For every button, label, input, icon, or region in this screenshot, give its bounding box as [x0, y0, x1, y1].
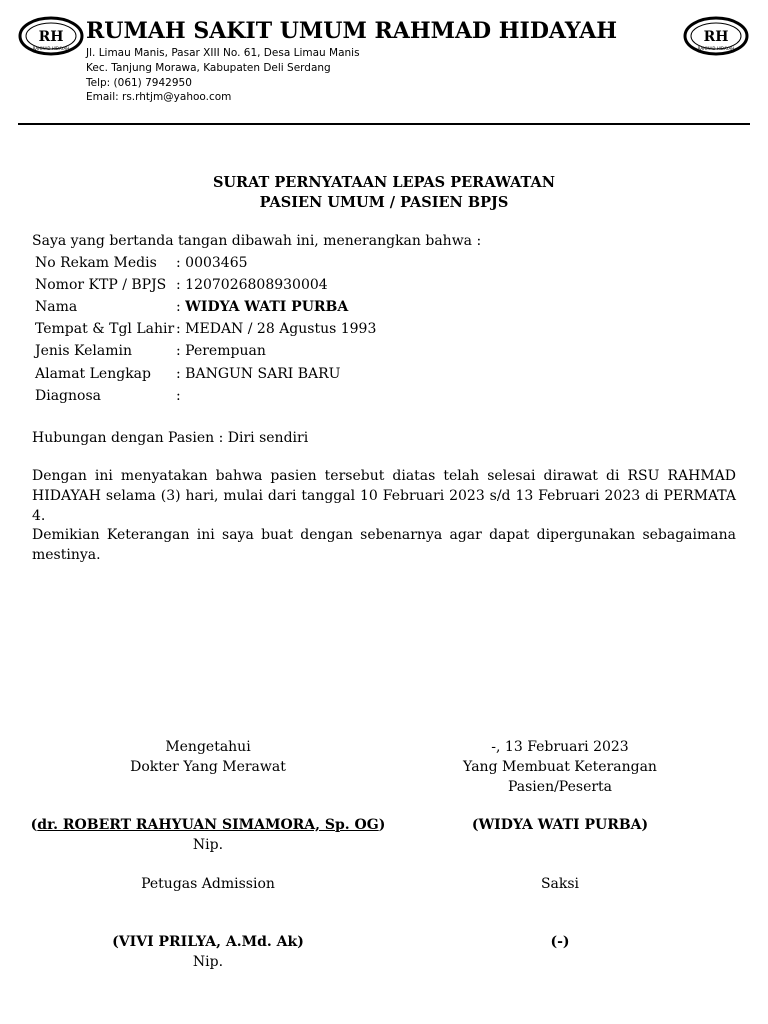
signature-left-line-1: Mengetahui: [165, 739, 251, 755]
address-line-1: Jl. Limau Manis, Pasar XIII No. 61, Desa Limau Manis: [86, 47, 360, 59]
field-separator: :: [176, 299, 186, 315]
field-label: Tempat & Tgl Lahir: [35, 321, 175, 337]
open-paren: (: [30, 817, 38, 833]
field-value: : Perempuan: [176, 343, 266, 359]
signature-left-line-2: Dokter Yang Merawat: [130, 759, 286, 775]
field-row: [35, 364, 340, 384]
admission-title: Petugas Admission: [141, 876, 275, 892]
hospital-name: RUMAH SAKIT UMUM RAHMAD HIDAYAH: [86, 18, 618, 44]
logo-initials: RH: [703, 29, 729, 45]
field-row: [35, 341, 266, 361]
logo-initials: RH: [38, 29, 64, 45]
document-title-line-1: SURAT PERNYATAAN LEPAS PERAWATAN: [212, 174, 556, 191]
witness-name: (-): [550, 934, 570, 950]
field-row: [35, 253, 248, 273]
field-row: [35, 386, 181, 406]
field-row: [35, 297, 348, 317]
field-value: : 0003465: [176, 255, 248, 271]
admission-nip: Nip.: [192, 954, 224, 970]
signature-date: -, 13 Februari 2023: [491, 739, 629, 755]
hospital-logo-icon: [18, 16, 84, 56]
header-divider: [18, 123, 750, 125]
field-label: No Rekam Medis: [35, 255, 157, 271]
field-label: Nomor KTP / BPJS: [35, 277, 167, 293]
field-value: : 1207026808930004: [176, 277, 328, 293]
address-line-2: Kec. Tanjung Morawa, Kabupaten Deli Serdang: [86, 62, 331, 74]
logo-ring-text: RAHMAD HIDAYAH: [32, 46, 70, 51]
field-label: Nama: [35, 299, 78, 315]
signature-right-line-3: Pasien/Peserta: [507, 779, 613, 795]
field-row: [35, 275, 328, 295]
field-value: : MEDAN / 28 Agustus 1993: [176, 321, 377, 337]
doctor-name-text: dr. ROBERT RAHYUAN SIMAMORA, Sp. OG: [37, 817, 379, 833]
logo-ring-text: RAHMAD HIDAYAH: [697, 46, 735, 51]
relationship-text: Hubungan dengan Pasien : Diri sendiri: [32, 430, 309, 446]
witness-title: Saksi: [540, 876, 580, 892]
phone: Telp: (061) 7942950: [86, 77, 192, 89]
admission-name: (VIVI PRILYA, A.Md. Ak): [112, 934, 304, 950]
patient-name: (WIDYA WATI PURBA): [471, 817, 649, 833]
doctor-nip: Nip.: [192, 837, 224, 853]
field-value: :: [176, 388, 181, 404]
close-paren: ): [378, 817, 386, 833]
hospital-logo-icon: [683, 16, 749, 56]
field-value: WIDYA WATI PURBA: [185, 299, 349, 315]
statement-paragraph: Dengan ini menyatakan bahwa pasien tersebut diatas telah selesai dirawat di RSU RAHMAD HIDAYAH selama (3) hari, mulai dari tanggal 10 Februari 2023 s/d 13 Februari 2023 di PERMATA 4.: [32, 468, 736, 524]
intro-text: Saya yang bertanda tangan dibawah ini, menerangkan bahwa :: [32, 233, 482, 249]
field-value: : BANGUN SARI BARU: [176, 366, 341, 382]
field-label: Diagnosa: [35, 388, 101, 404]
field-label: Alamat Lengkap: [35, 366, 151, 382]
field-label: Jenis Kelamin: [35, 343, 132, 359]
doctor-name: [28, 815, 388, 835]
email: Email: rs.rhtjm@yahoo.com: [86, 91, 232, 103]
field-row: [35, 319, 376, 339]
closing-paragraph: Demikian Keterangan ini saya buat dengan sebenarnya agar dapat dipergunakan sebagaimana mestinya.: [32, 527, 736, 563]
signature-right-line-2: Yang Membuat Keterangan: [463, 759, 657, 775]
document-title-line-2: PASIEN UMUM / PASIEN BPJS: [259, 194, 509, 211]
